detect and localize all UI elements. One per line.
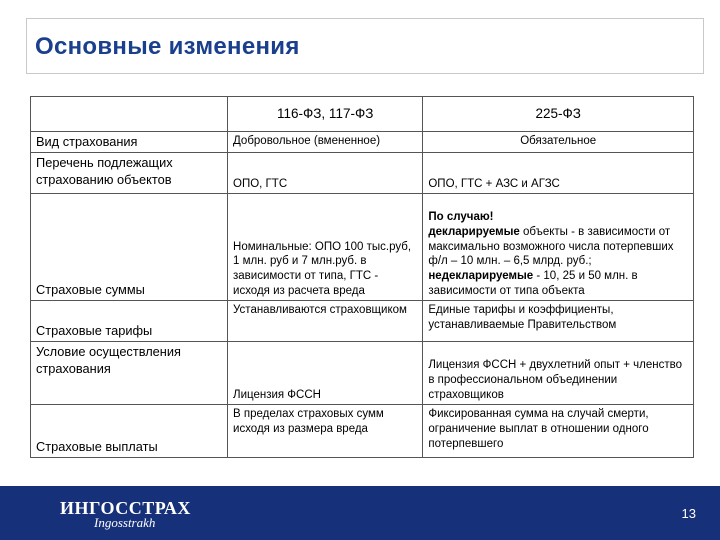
company-logo: [60, 498, 210, 532]
bold-text: недекларируемые: [428, 269, 534, 282]
slide-title: Основные изменения: [35, 33, 300, 60]
comparison-table: [30, 96, 694, 458]
new-law-cell: Единые тарифы и коэффициенты, устанавливаемые Правительством: [423, 301, 694, 342]
logo-text: ИНГОССТРАХ: [60, 498, 191, 518]
row-label: Перечень подлежащих страхованию объектов: [31, 153, 228, 194]
new-law-cell: Лицензия ФССН + двухлетний опыт + членство в профессиональном объединении страховщиков: [423, 342, 694, 405]
table-row: [31, 301, 694, 342]
table-row: [31, 405, 694, 458]
row-label: Страховые тарифы: [31, 301, 228, 342]
old-law-cell: В пределах страховых сумм исходя из размера вреда: [228, 405, 423, 458]
table-row: [31, 194, 694, 301]
old-law-cell: Номинальные: ОПО 100 тыс.руб, 1 млн. руб и 7 млн.руб. в зависимости от типа, ГТС - исходя из расчета вреда: [228, 194, 423, 301]
header-law-new: 225-ФЗ: [423, 97, 694, 132]
table-header-row: [31, 97, 694, 132]
new-law-cell: [423, 194, 694, 301]
footer-bar: [0, 486, 720, 540]
row-label: Страховые суммы: [31, 194, 228, 301]
header-empty-cell: [31, 97, 228, 132]
table-row: [31, 342, 694, 405]
old-law-cell: ОПО, ГТС: [228, 153, 423, 194]
old-law-cell: Добровольное (вмененное): [228, 132, 423, 153]
title-box: [26, 18, 704, 74]
logo-script: Ingosstrakh: [94, 515, 156, 530]
table-row: [31, 153, 694, 194]
row-label: Страховые выплаты: [31, 405, 228, 458]
new-law-cell: Обязательное: [423, 132, 694, 153]
new-law-cell: Фиксированная сумма на случай смерти, ограничение выплат в отношении одного потерпевшего: [423, 405, 694, 458]
old-law-cell: Устанавливаются страховщиком: [228, 301, 423, 342]
cell-text: объекты - в зависимости от максимально возможного числа потерпевших ф/л – 10 млн. – 6,5 млрд. руб.;: [428, 225, 674, 268]
row-label: Условие осуществления страхования: [31, 342, 228, 405]
bold-text: декларируемые: [428, 225, 520, 238]
row-label: Вид страхования: [31, 132, 228, 153]
page-number: 13: [681, 506, 696, 521]
old-law-cell: Лицензия ФССН: [228, 342, 423, 405]
table-row: [31, 132, 694, 153]
header-law-old: 116-ФЗ, 117-ФЗ: [228, 97, 423, 132]
new-law-cell: ОПО, ГТС + АЗС и АГЗС: [423, 153, 694, 194]
bold-text: По случаю!: [428, 211, 494, 224]
cell-text: - 10, 25 и 50 млн. в зависимости от типа объекта: [428, 269, 638, 297]
